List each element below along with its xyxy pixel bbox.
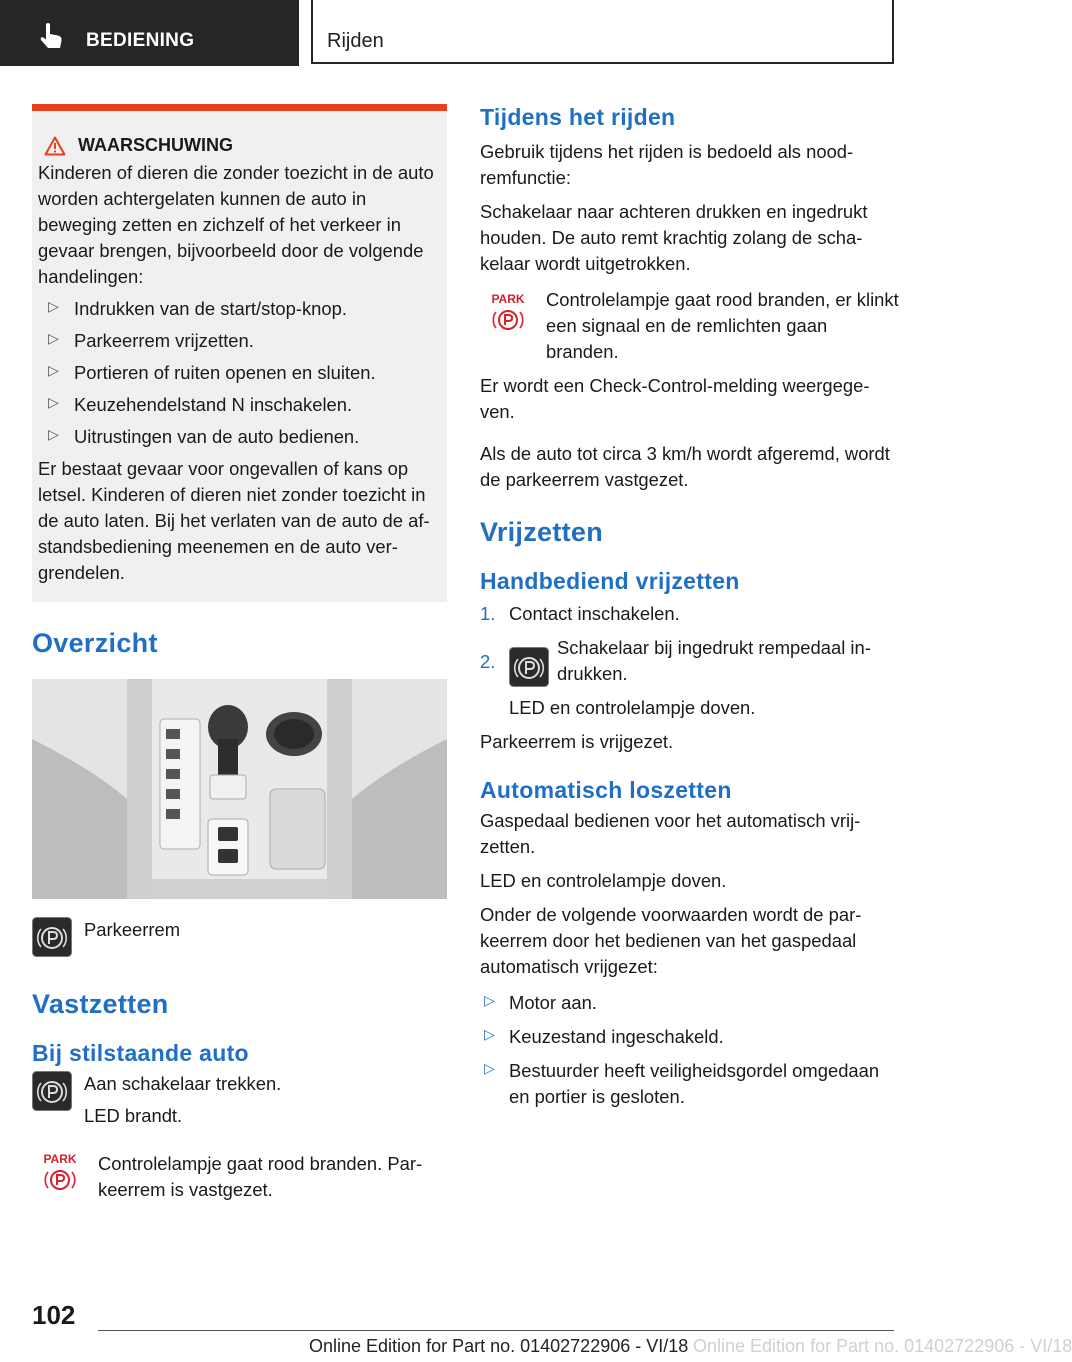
list-item: ▷ Parkeerrem vrijzetten.: [38, 328, 441, 354]
page-number: 102: [32, 1300, 76, 1330]
parking-brake-button-icon: [32, 1071, 72, 1111]
center-console-photo: [32, 679, 447, 899]
section-header: [0, 0, 299, 66]
hand-pointer-icon: [38, 22, 64, 50]
center-console-illustration: [32, 679, 447, 899]
park-indicator-icon: [488, 291, 528, 335]
tijdens-park-text: Controlelampje gaat rood branden, er klinkt een signaal en de remlichten gaan branden.: [546, 289, 899, 362]
tijdens-p4: Als de auto tot circa 3 km/h wordt afgeremd, wordt de parkeerrem vastgezet.: [480, 443, 890, 490]
auto-p2: LED en controlelampje doven.: [480, 870, 727, 891]
heading-handbediend-vrijzetten: Handbediend vrijzetten: [480, 568, 740, 594]
tijdens-p1: Gebruik tijdens het rijden is bedoeld als nood-remfunctie:: [480, 141, 854, 188]
list-item: ▷ Portieren of ruiten openen en sluiten.: [38, 360, 441, 386]
bullet-triangle-icon: ▷: [484, 1060, 495, 1076]
warning-intro: Kinderen of dieren die zonder toezicht in de auto worden achtergelaten kunnen de auto in beweging zetten en zichzelf of het verkeer in gevaar brengen, bijvoorbeeld door de volgende handelingen:: [38, 162, 434, 287]
heading-vastzetten: Vastzetten: [32, 989, 169, 1019]
warning-title: WAARSCHUWING: [38, 135, 441, 156]
auto-p1: Gaspedaal bedienen voor het automatisch vrij-zetten.: [480, 810, 861, 857]
chapter-title: Rijden: [327, 30, 384, 52]
heading-automatisch-loszetten: Automatisch loszetten: [480, 777, 732, 803]
tijdens-p2: Schakelaar naar achteren drukken en ingedrukt houden. De auto remt krachtig zolang de scha-kelaar wordt uitgetrokken.: [480, 201, 868, 274]
svg-text:PARK: PARK: [491, 292, 525, 306]
warning-outro: Er bestaat gevaar voor ongevallen of kans op letsel. Kinderen of dieren niet zonder toezicht in de auto laten. Bij het verlaten van de auto de af-standsbediening meenemen en de auto ver-grendelen.: [38, 458, 430, 583]
svg-text:PARK: PARK: [43, 1152, 77, 1166]
park-indicator-row: [32, 1151, 447, 1203]
heading-overzicht: Overzicht: [32, 628, 158, 658]
bullet-triangle-icon: ▷: [48, 298, 59, 314]
bullet-triangle-icon: ▷: [48, 330, 59, 346]
right-column: [480, 104, 900, 1110]
hand-result: Parkeerrem is vrijgezet.: [480, 731, 674, 752]
bullet-triangle-icon: ▷: [48, 394, 59, 410]
step-2: 2. Schakelaar bij ingedrukt rempedaal in-drukken. LED en controlelampje doven.: [480, 635, 900, 721]
list-item: ▷ Uitrustingen van de auto bedienen.: [38, 424, 441, 450]
step-2-text: Schakelaar bij ingedrukt rempedaal in-drukken.: [557, 637, 871, 684]
tijdens-park-row: [480, 287, 900, 365]
warning-box: [32, 104, 447, 602]
auto-p3: Onder de volgende voorwaarden wordt de par-keerrem door het bedienen van het gaspedaal automatisch vrijgezet:: [480, 904, 862, 977]
stilstaand-line2: LED brandt.: [84, 1105, 183, 1126]
stilstaand-step: [32, 1071, 447, 1129]
heading-tijdens-het-rijden: Tijdens het rijden: [480, 104, 676, 130]
step-2-sub: LED en controlelampje doven.: [509, 697, 756, 718]
step-1: 1. Contact inschakelen.: [480, 603, 680, 624]
parking-brake-button-icon: [32, 917, 72, 957]
section-title: BEDIENING: [86, 30, 195, 51]
chapter-header: [311, 0, 894, 64]
tijdens-p3: Er wordt een Check-Control-melding weergege-ven.: [480, 375, 870, 422]
list-item: ▷ Motor aan.: [480, 990, 900, 1016]
parkeerrem-icon-caption: [32, 917, 447, 957]
parking-brake-button-icon: [509, 647, 549, 687]
park-text: Controlelampje gaat rood branden. Par-keerrem is vastgezet.: [98, 1153, 423, 1200]
footer-watermark: Online Edition for Part no. 01402722906 - VI/18: [693, 1336, 1072, 1356]
bullet-triangle-icon: ▷: [484, 1026, 495, 1042]
list-item: ▷ Keuzestand ingeschakeld.: [480, 1024, 900, 1050]
bullet-triangle-icon: ▷: [484, 992, 495, 1008]
bullet-triangle-icon: ▷: [48, 362, 59, 378]
park-indicator-icon: [40, 1151, 80, 1195]
list-item: ▷ Bestuurder heeft veiligheidsgordel omgedaan en portier is gesloten.: [480, 1058, 900, 1110]
warning-triangle-icon: [44, 136, 66, 156]
heading-vrijzetten: Vrijzetten: [480, 517, 604, 547]
stilstaand-line1: Aan schakelaar trekken.: [84, 1073, 282, 1094]
list-item: ▷ Keuzehendelstand N inschakelen.: [38, 392, 441, 418]
caption-parkeerrem: Parkeerrem: [84, 919, 181, 940]
left-column: [32, 104, 447, 1203]
footer-divider: [98, 1330, 894, 1331]
heading-bij-stilstaande-auto: Bij stilstaande auto: [32, 1040, 249, 1066]
footer-edition: Online Edition for Part no. 01402722906 - VI/18 Online Edition for Part no. 01402722906 - VI/18: [309, 1336, 1072, 1356]
list-item: ▷ Indrukken van de start/stop-knop.: [38, 296, 441, 322]
bullet-triangle-icon: ▷: [48, 426, 59, 442]
